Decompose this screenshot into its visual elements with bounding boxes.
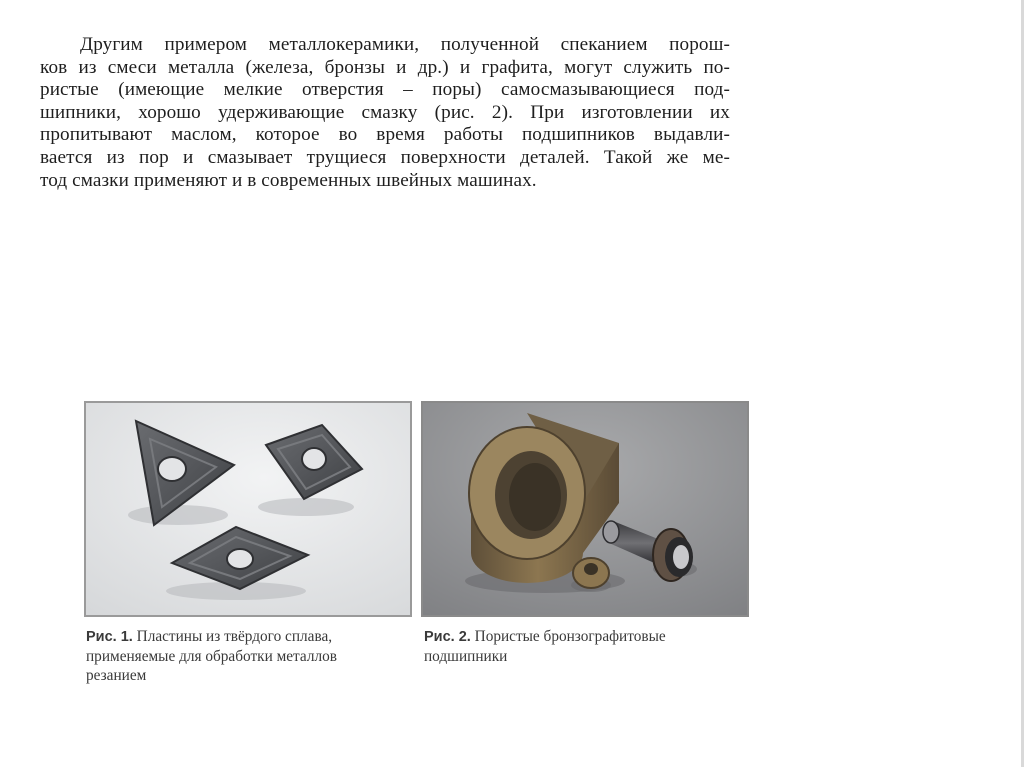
figure-2-photo — [421, 401, 749, 617]
caption-line: Пористые бронзографитовые — [474, 628, 666, 645]
paragraph-line: вается из пор и смазывает трущиеся поверхности деталей. Такой же ме- — [40, 146, 730, 168]
caption-line: Пластины из твёрдого сплава, — [136, 628, 333, 645]
figure-2-label: Рис. 2. — [424, 629, 471, 645]
carbide-inserts-illustration — [86, 403, 410, 615]
caption-line: применяемые для обработки металлов — [86, 648, 337, 665]
caption-line: подшипники — [424, 648, 508, 665]
figure-2-caption — [424, 627, 744, 666]
figure-1-photo — [84, 401, 412, 617]
caption-line: резанием — [86, 667, 147, 684]
paragraph-line: Другим примером металлокерамики, полученной спеканием порош- — [80, 34, 730, 55]
paragraph-line: тод смазки применяют и в современных швейных машинах. — [40, 169, 537, 191]
paragraph-line: шипники, хорошо удерживающие смазку (рис. 2). При изготовлении их — [40, 101, 730, 123]
figure-1-label: Рис. 1. — [86, 629, 133, 645]
bearings-illustration — [423, 403, 747, 615]
paragraph-line: ков из смеси металла (железа, бронзы и др.) и графита, могут служить по- — [40, 56, 730, 78]
paragraph-line: ристые (имеющие мелкие отверстия – поры) самосмазывающиеся под- — [40, 79, 730, 101]
body-paragraph — [40, 34, 730, 192]
figure-1-caption — [86, 627, 406, 685]
small-bronze-ring — [571, 558, 611, 592]
paragraph-line: пропитывают маслом, которое во время работы подшипников выдавли- — [40, 124, 730, 146]
